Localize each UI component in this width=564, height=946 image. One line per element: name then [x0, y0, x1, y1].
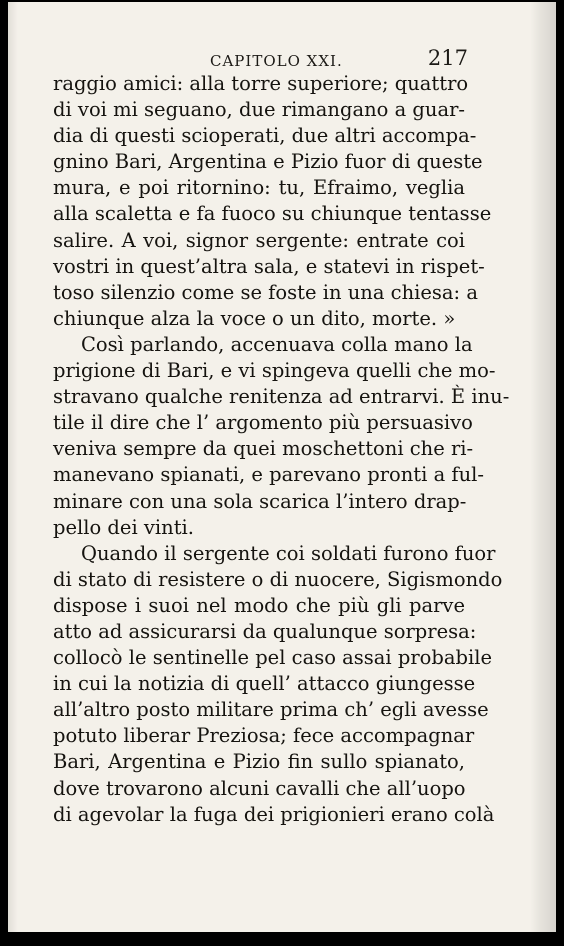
text-line: salire. A voi, signor sergente: entrate coi: [53, 228, 465, 252]
text-line: potuto liberar Preziosa; fece accompagnar: [53, 724, 475, 748]
text-line: all’altro posto militare prima ch’ egli avesse: [53, 698, 489, 722]
text-line: tile il dire che l’ argomento più persuasivo: [53, 411, 473, 435]
text-line: mura, e poi ritornino: tu, Efraimo, veglia: [53, 176, 465, 200]
text-line: di voi mi seguano, due rimangano a guar-: [53, 98, 465, 122]
text-line: Bari, Argentina e Pizio fin sullo spianato,: [53, 750, 465, 774]
text-line: di stato di resistere o di nuocere, Sigismondo: [53, 567, 503, 591]
text-line: in cui la notizia di quell’ attacco giungesse: [53, 672, 476, 696]
text-line: dove trovarono alcuni cavalli che all’uopo: [53, 776, 466, 800]
text-line: Quando il sergente coi soldati furono fuor: [81, 541, 496, 565]
running-header: [56, 46, 468, 72]
text-line: minare con una sola scarica l’intero drap-: [53, 489, 467, 513]
book-page: [8, 2, 556, 932]
chapter-title: CAPITOLO XXI.: [210, 52, 343, 70]
text-line: veniva sempre da quei moschettoni che ri-: [53, 437, 474, 461]
page-shadow-right: [530, 2, 556, 932]
text-line: stravano qualche renitenza ad entrarvi. È inu-: [53, 385, 510, 409]
text-line: gnino Bari, Argentina e Pizio fuor di queste: [53, 150, 483, 174]
text-line: raggio amici: alla torre superiore; quattro: [53, 72, 469, 95]
text-line: atto ad assicurarsi da qualunque sorpresa:: [53, 619, 477, 643]
text-line: alla scaletta e fa fuoco su chiunque tentasse: [53, 202, 492, 226]
text-line: collocò le sentinelle pel caso assai probabile: [53, 646, 492, 670]
text-line: prigione di Bari, e vi spingeva quelli che mo-: [53, 359, 496, 383]
text-line: di agevolar la fuga dei prigionieri erano colà: [53, 802, 495, 826]
text-line: chiunque alza la voce o un dito, morte. »: [53, 306, 456, 330]
text-line: Così parlando, accenuava colla mano la: [81, 332, 473, 356]
body-text: [53, 71, 510, 828]
text-line: pello dei vinti.: [53, 515, 194, 539]
text-line: toso silenzio come se foste in una chiesa: a: [53, 280, 478, 304]
page-number: 217: [427, 46, 468, 70]
text-line: manevano spianati, e parevano pronti a ful-: [53, 463, 485, 487]
page-shadow-left: [8, 2, 18, 932]
text-line: dispose i suoi nel modo che più gli parve: [53, 593, 465, 617]
text-line: dia di questi scioperati, due altri accompa-: [53, 124, 477, 148]
text-line: vostri in quest’altra sala, e statevi in rispet-: [53, 254, 485, 278]
